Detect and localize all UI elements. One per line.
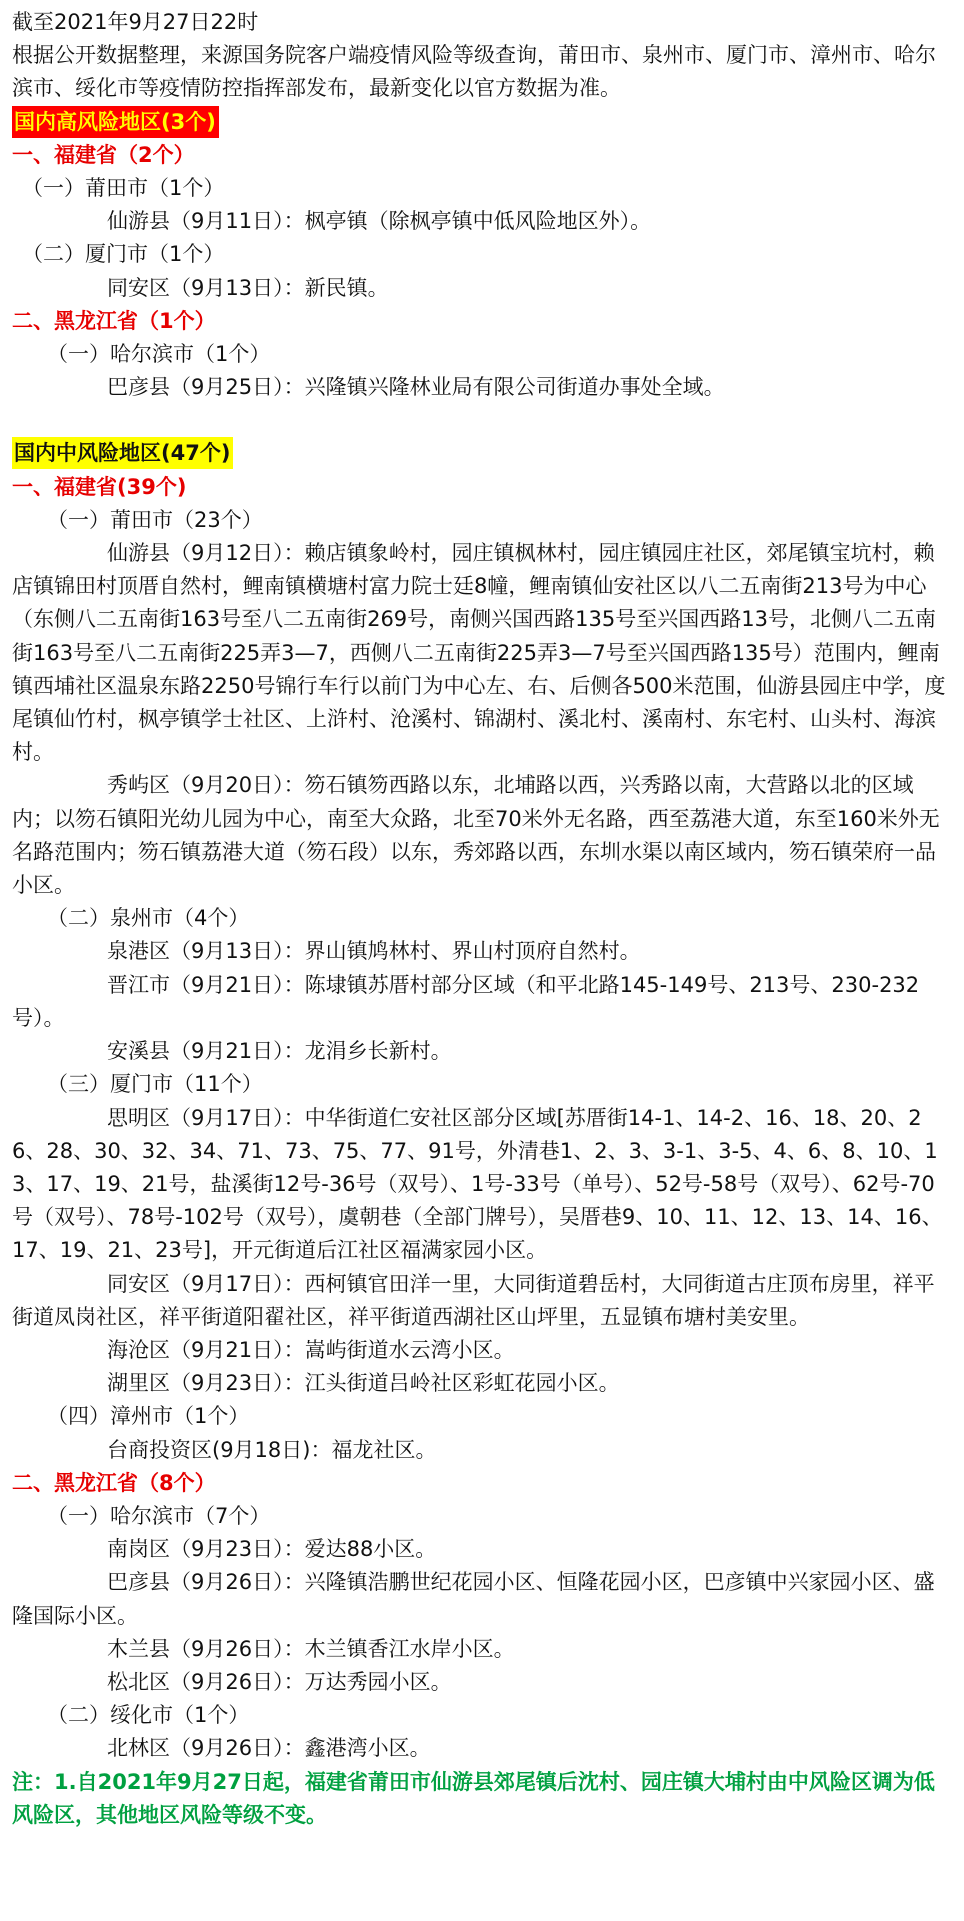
high-entry-bayan: 巴彦县（9月25日）：兴隆镇兴隆林业局有限公司街道办事处全域。 [107, 375, 725, 400]
medium-entry-xianyou: 仙游县（9月12日）：赖店镇象岭村，园庄镇枫林村，园庄镇园庄社区，郊尾镇宝坑村，赖店镇锦田村顶厝自然村，鲤南镇横塘村富力院士廷8幢，鲤南镇仙安社区以八二五南街213号为中心（东侧八二五南街163号至八二五南街269号，南侧兴国西路135号至兴国西路13号，北侧八二五南街163号至八二五南街225弄3—7，西侧八二五南街225弄3—7号至兴国西路135号）范围内，鲤南镇西埔社区温泉东路2250号锦行车行以前门为中心左、右、后侧各500米范围，仙游县园庄中学，度尾镇仙竹村，枫亭镇学士社区、上浒村、沧溪村、锦湖村、溪北村、溪南村、东宅村、山头村、海滨村。 [12, 541, 946, 765]
medium-city-zhangzhou: （四）漳州市（1个） [47, 1404, 250, 1429]
medium-entry-bayan: 巴彦县（9月26日）：兴隆镇浩鹏世纪花园小区、恒隆花园小区，巴彦镇中兴家园小区、盛隆国际小区。 [12, 1570, 935, 1628]
medium-entry-mulan: 木兰县（9月26日）：木兰镇香江水岸小区。 [107, 1636, 515, 1661]
medium-entry-huli: 湖里区（9月23日）：江头街道吕岭社区彩虹花园小区。 [107, 1371, 620, 1396]
section-spacer [12, 404, 952, 437]
medium-entry-quangang: 泉港区（9月13日）：界山镇鸠林村、界山村顶府自然村。 [107, 939, 641, 964]
medium-entry-jinjiang: 晋江市（9月21日）：陈埭镇苏厝村部分区域（和平北路145-149号、213号、230-232号）。 [12, 972, 920, 1030]
medium-city-suihua: （二）绥化市（1个） [47, 1703, 250, 1728]
medium-province-fujian: 一、福建省(39个) [12, 474, 187, 499]
medium-entry-tongan: 同安区（9月17日）：西柯镇官田洋一里，大同街道碧岳村，大同街道古庄顶布房里，祥平街道凤岗社区，祥平街道阳翟社区，祥平街道西湖社区山坪里，五显镇布塘村美安里。 [12, 1271, 935, 1329]
high-entry-xianyou: 仙游县（9月11日）：枫亭镇（除枫亭镇中低风险地区外）。 [107, 209, 652, 234]
medium-city-xiamen: （三）厦门市（11个） [47, 1072, 263, 1097]
high-city-putian: （一）莆田市（1个） [22, 176, 225, 201]
as-of-line: 截至2021年9月27日22时 [12, 10, 259, 34]
medium-risk-section [12, 437, 952, 470]
high-province-heilongjiang: 二、黑龙江省（1个） [12, 308, 216, 333]
medium-city-quanzhou: （二）泉州市（4个） [47, 906, 250, 931]
high-risk-section [12, 106, 952, 139]
medium-entry-beilin: 北林区（9月26日）：鑫港湾小区。 [107, 1736, 431, 1761]
medium-city-harbin: （一）哈尔滨市（7个） [47, 1503, 271, 1528]
medium-risk-title: 国内中风险地区(47个) [12, 437, 233, 469]
medium-entry-anxi: 安溪县（9月21日）：龙涓乡长新村。 [107, 1039, 452, 1064]
high-province-fujian: 一、福建省（2个） [12, 142, 195, 167]
source-paragraph: 根据公开数据整理，来源国务院客户端疫情风险等级查询，莆田市、泉州市、厦门市、漳州市、哈尔滨市、绥化市等疫情防控指挥部发布，最新变化以官方数据为准。 [12, 43, 936, 101]
medium-entry-xiuyu: 秀屿区（9月20日）：笏石镇笏西路以东，北埔路以西，兴秀路以南，大营路以北的区域内；以笏石镇阳光幼儿园为中心，南至大众路，北至70米外无名路，西至荔港大道，东至160米外无名路范围内；笏石镇荔港大道（笏石段）以东，秀郊路以西，东圳水渠以南区域内，笏石镇荣府一品小区。 [12, 773, 940, 898]
high-risk-title: 国内高风险地区(3个) [12, 106, 219, 138]
medium-province-heilongjiang: 二、黑龙江省（8个） [12, 1470, 216, 1495]
medium-entry-nangang: 南岗区（9月23日）：爱达88小区。 [107, 1537, 437, 1562]
high-city-xiamen: （二）厦门市（1个） [22, 242, 225, 267]
footnote: 注：1.自2021年9月27日起，福建省莆田市仙游县郊尾镇后沈村、园庄镇大埔村由中风险区调为低风险区，其他地区风险等级不变。 [12, 1769, 935, 1827]
medium-entry-siming: 思明区（9月17日）：中华街道仁安社区部分区域[苏厝街14-1、14-2、16、18、20、26、28、30、32、34、71、73、75、77、91号，外清巷1、2、3、3-1、3-5、4、6、8、10、13、17、19、21号，盐溪街12号-36号（双号）、1号-33号（单号）、52号-58号（双号）、62号-70号（双号）、78号-102号（双号），虞朝巷（全部门牌号），吴厝巷9、10、11、12、13、14、16、17、19、21、23号]，开元街道后江社区福满家园小区。 [12, 1105, 943, 1263]
medium-entry-haicang: 海沧区（9月21日）：嵩屿街道水云湾小区。 [107, 1337, 515, 1362]
high-city-harbin: （一）哈尔滨市（1个） [47, 342, 271, 367]
medium-city-putian: （一）莆田市（23个） [47, 507, 263, 532]
medium-entry-taishang: 台商投资区(9月18日)：福龙社区。 [107, 1437, 437, 1462]
high-entry-tongan: 同安区（9月13日）：新民镇。 [107, 275, 389, 300]
medium-entry-songbei: 松北区（9月26日）：万达秀园小区。 [107, 1669, 452, 1694]
